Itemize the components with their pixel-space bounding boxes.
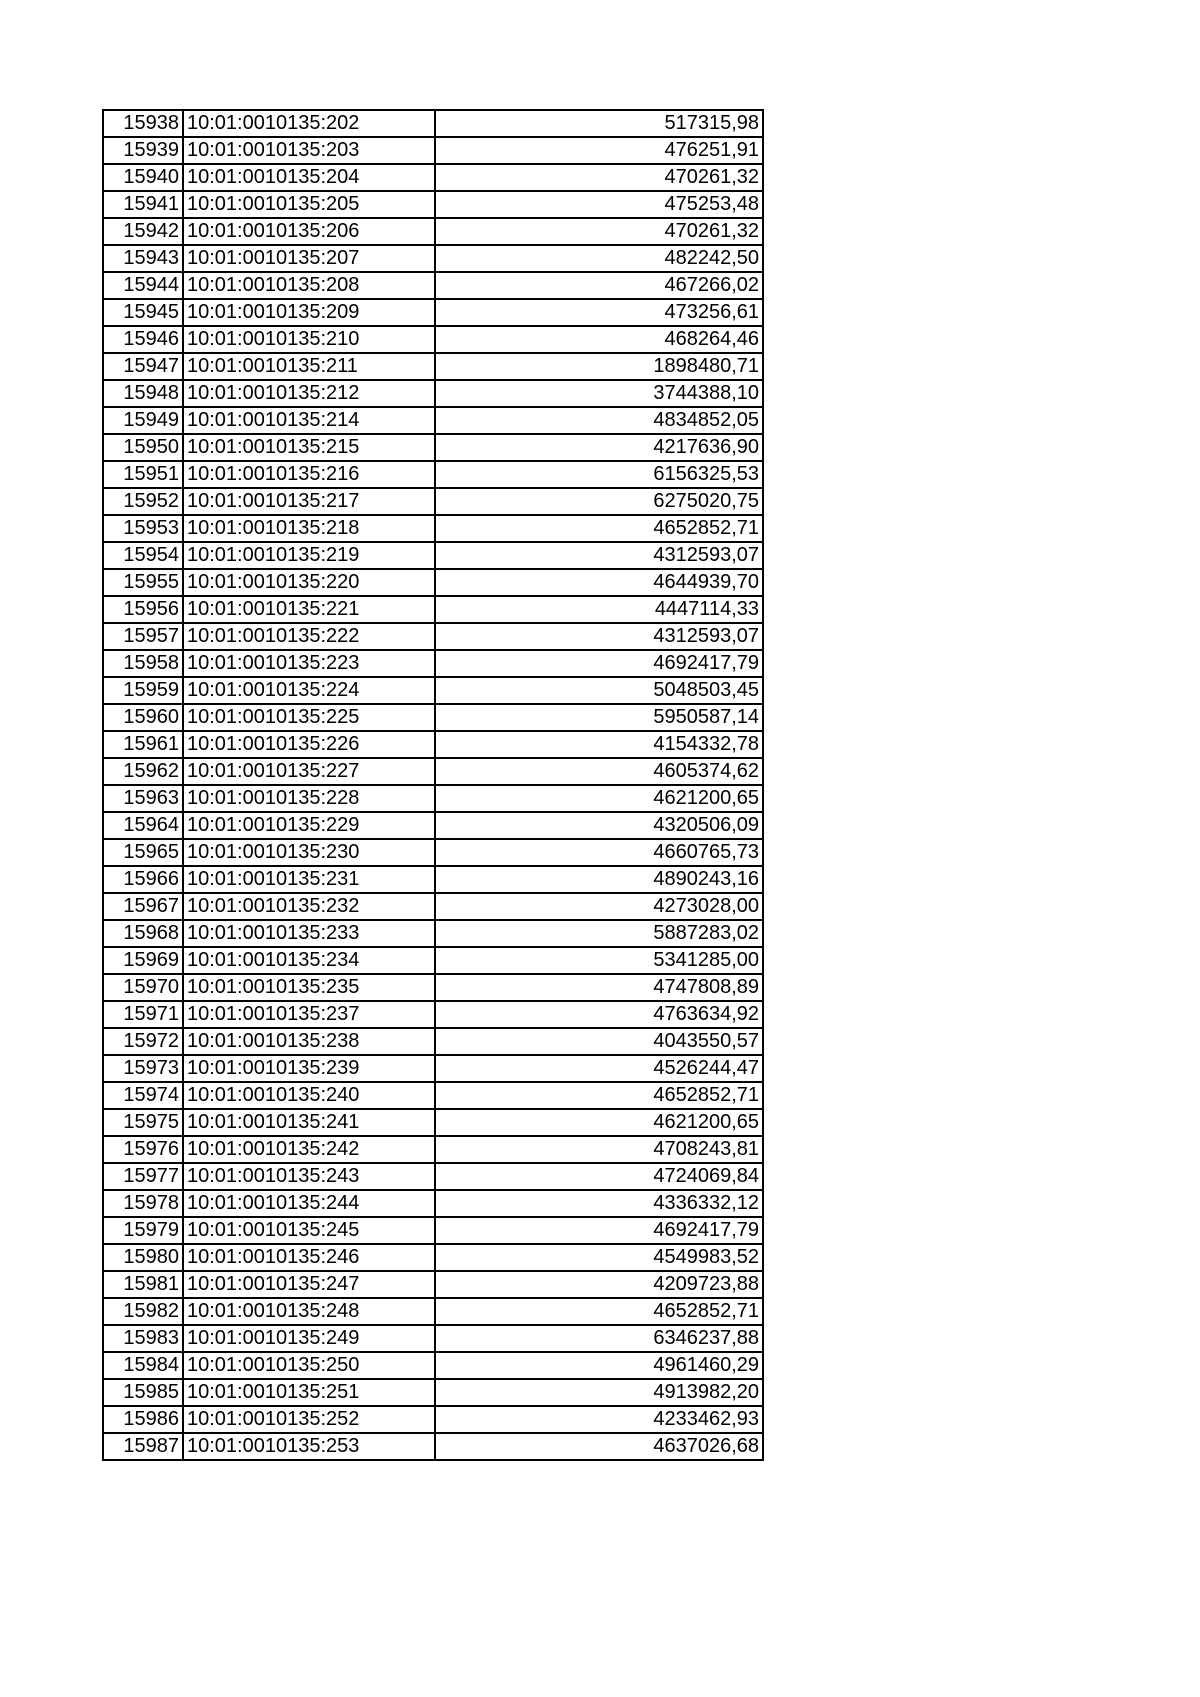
table-row xyxy=(103,1136,763,1163)
cadastral-number-cell: 10:01:0010135:228 xyxy=(183,785,435,812)
cadastral-number-cell: 10:01:0010135:231 xyxy=(183,866,435,893)
row-number-cell: 15955 xyxy=(103,569,183,596)
row-number-cell: 15978 xyxy=(103,1190,183,1217)
table-row xyxy=(103,407,763,434)
value-cell: 5341285,00 xyxy=(435,947,763,974)
value-cell: 4708243,81 xyxy=(435,1136,763,1163)
table-body xyxy=(103,110,763,1460)
table-row xyxy=(103,569,763,596)
table-row xyxy=(103,947,763,974)
row-number-cell: 15960 xyxy=(103,704,183,731)
row-number-cell: 15942 xyxy=(103,218,183,245)
cadastral-number-cell: 10:01:0010135:248 xyxy=(183,1298,435,1325)
data-table xyxy=(102,109,764,1461)
cadastral-number-cell: 10:01:0010135:237 xyxy=(183,1001,435,1028)
value-cell: 476251,91 xyxy=(435,137,763,164)
row-number-cell: 15959 xyxy=(103,677,183,704)
table-row xyxy=(103,110,763,137)
cadastral-number-cell: 10:01:0010135:244 xyxy=(183,1190,435,1217)
value-cell: 4549983,52 xyxy=(435,1244,763,1271)
table-row xyxy=(103,1271,763,1298)
value-cell: 482242,50 xyxy=(435,245,763,272)
cadastral-number-cell: 10:01:0010135:212 xyxy=(183,380,435,407)
value-cell: 4621200,65 xyxy=(435,1109,763,1136)
cadastral-number-cell: 10:01:0010135:219 xyxy=(183,542,435,569)
table-row xyxy=(103,542,763,569)
row-number-cell: 15941 xyxy=(103,191,183,218)
table-row xyxy=(103,164,763,191)
row-number-cell: 15961 xyxy=(103,731,183,758)
value-cell: 4209723,88 xyxy=(435,1271,763,1298)
value-cell: 5887283,02 xyxy=(435,920,763,947)
cadastral-number-cell: 10:01:0010135:205 xyxy=(183,191,435,218)
row-number-cell: 15951 xyxy=(103,461,183,488)
row-number-cell: 15972 xyxy=(103,1028,183,1055)
cadastral-number-cell: 10:01:0010135:220 xyxy=(183,569,435,596)
table-row xyxy=(103,218,763,245)
table-row xyxy=(103,1352,763,1379)
value-cell: 4526244,47 xyxy=(435,1055,763,1082)
value-cell: 4652852,71 xyxy=(435,1082,763,1109)
row-number-cell: 15952 xyxy=(103,488,183,515)
cadastral-number-cell: 10:01:0010135:204 xyxy=(183,164,435,191)
value-cell: 517315,98 xyxy=(435,110,763,137)
value-cell: 4312593,07 xyxy=(435,542,763,569)
row-number-cell: 15939 xyxy=(103,137,183,164)
cadastral-number-cell: 10:01:0010135:202 xyxy=(183,110,435,137)
cadastral-number-cell: 10:01:0010135:235 xyxy=(183,974,435,1001)
cadastral-number-cell: 10:01:0010135:233 xyxy=(183,920,435,947)
row-number-cell: 15938 xyxy=(103,110,183,137)
table-row xyxy=(103,1406,763,1433)
row-number-cell: 15987 xyxy=(103,1433,183,1460)
row-number-cell: 15940 xyxy=(103,164,183,191)
cadastral-number-cell: 10:01:0010135:203 xyxy=(183,137,435,164)
cadastral-number-cell: 10:01:0010135:230 xyxy=(183,839,435,866)
row-number-cell: 15947 xyxy=(103,353,183,380)
row-number-cell: 15948 xyxy=(103,380,183,407)
row-number-cell: 15946 xyxy=(103,326,183,353)
row-number-cell: 15957 xyxy=(103,623,183,650)
table-row xyxy=(103,623,763,650)
row-number-cell: 15984 xyxy=(103,1352,183,1379)
row-number-cell: 15953 xyxy=(103,515,183,542)
row-number-cell: 15971 xyxy=(103,1001,183,1028)
table-row xyxy=(103,515,763,542)
value-cell: 4043550,57 xyxy=(435,1028,763,1055)
cadastral-number-cell: 10:01:0010135:207 xyxy=(183,245,435,272)
table-row xyxy=(103,974,763,1001)
value-cell: 4273028,00 xyxy=(435,893,763,920)
value-cell: 4692417,79 xyxy=(435,1217,763,1244)
table-row xyxy=(103,812,763,839)
cadastral-number-cell: 10:01:0010135:253 xyxy=(183,1433,435,1460)
value-cell: 4890243,16 xyxy=(435,866,763,893)
table-row xyxy=(103,1190,763,1217)
value-cell: 4605374,62 xyxy=(435,758,763,785)
value-cell: 4154332,78 xyxy=(435,731,763,758)
value-cell: 4447114,33 xyxy=(435,596,763,623)
cadastral-number-cell: 10:01:0010135:252 xyxy=(183,1406,435,1433)
cadastral-number-cell: 10:01:0010135:214 xyxy=(183,407,435,434)
row-number-cell: 15983 xyxy=(103,1325,183,1352)
row-number-cell: 15950 xyxy=(103,434,183,461)
value-cell: 4692417,79 xyxy=(435,650,763,677)
table-row xyxy=(103,488,763,515)
row-number-cell: 15967 xyxy=(103,893,183,920)
row-number-cell: 15964 xyxy=(103,812,183,839)
cadastral-number-cell: 10:01:0010135:229 xyxy=(183,812,435,839)
cadastral-number-cell: 10:01:0010135:224 xyxy=(183,677,435,704)
value-cell: 4724069,84 xyxy=(435,1163,763,1190)
table-row xyxy=(103,596,763,623)
table-row xyxy=(103,191,763,218)
table-row xyxy=(103,245,763,272)
value-cell: 1898480,71 xyxy=(435,353,763,380)
row-number-cell: 15966 xyxy=(103,866,183,893)
row-number-cell: 15975 xyxy=(103,1109,183,1136)
table-row xyxy=(103,1325,763,1352)
table-row xyxy=(103,677,763,704)
table-row xyxy=(103,1379,763,1406)
row-number-cell: 15958 xyxy=(103,650,183,677)
row-number-cell: 15986 xyxy=(103,1406,183,1433)
table-row xyxy=(103,893,763,920)
cadastral-number-cell: 10:01:0010135:218 xyxy=(183,515,435,542)
table-row xyxy=(103,866,763,893)
row-number-cell: 15963 xyxy=(103,785,183,812)
value-cell: 4233462,93 xyxy=(435,1406,763,1433)
table-row xyxy=(103,1217,763,1244)
value-cell: 5048503,45 xyxy=(435,677,763,704)
table-row xyxy=(103,1055,763,1082)
cadastral-number-cell: 10:01:0010135:227 xyxy=(183,758,435,785)
row-number-cell: 15943 xyxy=(103,245,183,272)
row-number-cell: 15954 xyxy=(103,542,183,569)
cadastral-number-cell: 10:01:0010135:216 xyxy=(183,461,435,488)
table-row xyxy=(103,650,763,677)
cadastral-number-cell: 10:01:0010135:240 xyxy=(183,1082,435,1109)
cadastral-number-cell: 10:01:0010135:247 xyxy=(183,1271,435,1298)
table-row xyxy=(103,1082,763,1109)
value-cell: 4312593,07 xyxy=(435,623,763,650)
table-row xyxy=(103,839,763,866)
value-cell: 5950587,14 xyxy=(435,704,763,731)
value-cell: 4660765,73 xyxy=(435,839,763,866)
row-number-cell: 15945 xyxy=(103,299,183,326)
row-number-cell: 15944 xyxy=(103,272,183,299)
value-cell: 4217636,90 xyxy=(435,434,763,461)
row-number-cell: 15973 xyxy=(103,1055,183,1082)
value-cell: 4652852,71 xyxy=(435,515,763,542)
row-number-cell: 15968 xyxy=(103,920,183,947)
table-row xyxy=(103,704,763,731)
value-cell: 6156325,53 xyxy=(435,461,763,488)
row-number-cell: 15962 xyxy=(103,758,183,785)
table-row xyxy=(103,137,763,164)
value-cell: 473256,61 xyxy=(435,299,763,326)
value-cell: 4747808,89 xyxy=(435,974,763,1001)
value-cell: 467266,02 xyxy=(435,272,763,299)
cadastral-number-cell: 10:01:0010135:221 xyxy=(183,596,435,623)
cadastral-number-cell: 10:01:0010135:250 xyxy=(183,1352,435,1379)
value-cell: 475253,48 xyxy=(435,191,763,218)
cadastral-number-cell: 10:01:0010135:239 xyxy=(183,1055,435,1082)
value-cell: 4320506,09 xyxy=(435,812,763,839)
cadastral-number-cell: 10:01:0010135:226 xyxy=(183,731,435,758)
row-number-cell: 15976 xyxy=(103,1136,183,1163)
table-row xyxy=(103,1109,763,1136)
value-cell: 3744388,10 xyxy=(435,380,763,407)
table-row xyxy=(103,1163,763,1190)
value-cell: 468264,46 xyxy=(435,326,763,353)
value-cell: 4834852,05 xyxy=(435,407,763,434)
table-row xyxy=(103,434,763,461)
row-number-cell: 15981 xyxy=(103,1271,183,1298)
value-cell: 4644939,70 xyxy=(435,569,763,596)
row-number-cell: 15980 xyxy=(103,1244,183,1271)
cadastral-number-cell: 10:01:0010135:243 xyxy=(183,1163,435,1190)
table-row xyxy=(103,353,763,380)
value-cell: 4652852,71 xyxy=(435,1298,763,1325)
cadastral-number-cell: 10:01:0010135:210 xyxy=(183,326,435,353)
value-cell: 470261,32 xyxy=(435,164,763,191)
cadastral-number-cell: 10:01:0010135:242 xyxy=(183,1136,435,1163)
value-cell: 4621200,65 xyxy=(435,785,763,812)
table-row xyxy=(103,785,763,812)
row-number-cell: 15970 xyxy=(103,974,183,1001)
value-cell: 4637026,68 xyxy=(435,1433,763,1460)
row-number-cell: 15979 xyxy=(103,1217,183,1244)
table-row xyxy=(103,1433,763,1460)
cadastral-number-cell: 10:01:0010135:238 xyxy=(183,1028,435,1055)
table-row xyxy=(103,299,763,326)
table-row xyxy=(103,1244,763,1271)
value-cell: 4913982,20 xyxy=(435,1379,763,1406)
value-cell: 4336332,12 xyxy=(435,1190,763,1217)
table-row xyxy=(103,731,763,758)
value-cell: 6346237,88 xyxy=(435,1325,763,1352)
cadastral-number-cell: 10:01:0010135:211 xyxy=(183,353,435,380)
table-row xyxy=(103,461,763,488)
row-number-cell: 15949 xyxy=(103,407,183,434)
table-row xyxy=(103,1001,763,1028)
cadastral-number-cell: 10:01:0010135:208 xyxy=(183,272,435,299)
cadastral-number-cell: 10:01:0010135:209 xyxy=(183,299,435,326)
cadastral-number-cell: 10:01:0010135:225 xyxy=(183,704,435,731)
row-number-cell: 15977 xyxy=(103,1163,183,1190)
cadastral-number-cell: 10:01:0010135:222 xyxy=(183,623,435,650)
cadastral-number-cell: 10:01:0010135:246 xyxy=(183,1244,435,1271)
table-row xyxy=(103,272,763,299)
row-number-cell: 15985 xyxy=(103,1379,183,1406)
row-number-cell: 15956 xyxy=(103,596,183,623)
table-row xyxy=(103,758,763,785)
value-cell: 4763634,92 xyxy=(435,1001,763,1028)
cadastral-number-cell: 10:01:0010135:217 xyxy=(183,488,435,515)
row-number-cell: 15982 xyxy=(103,1298,183,1325)
cadastral-number-cell: 10:01:0010135:241 xyxy=(183,1109,435,1136)
cadastral-number-cell: 10:01:0010135:232 xyxy=(183,893,435,920)
cadastral-number-cell: 10:01:0010135:206 xyxy=(183,218,435,245)
value-cell: 4961460,29 xyxy=(435,1352,763,1379)
table-row xyxy=(103,380,763,407)
row-number-cell: 15974 xyxy=(103,1082,183,1109)
value-cell: 6275020,75 xyxy=(435,488,763,515)
cadastral-number-cell: 10:01:0010135:223 xyxy=(183,650,435,677)
table-row xyxy=(103,326,763,353)
cadastral-number-cell: 10:01:0010135:249 xyxy=(183,1325,435,1352)
row-number-cell: 15969 xyxy=(103,947,183,974)
table-row xyxy=(103,1298,763,1325)
table-row xyxy=(103,1028,763,1055)
row-number-cell: 15965 xyxy=(103,839,183,866)
cadastral-number-cell: 10:01:0010135:251 xyxy=(183,1379,435,1406)
table-row xyxy=(103,920,763,947)
cadastral-number-cell: 10:01:0010135:234 xyxy=(183,947,435,974)
cadastral-number-cell: 10:01:0010135:245 xyxy=(183,1217,435,1244)
value-cell: 470261,32 xyxy=(435,218,763,245)
cadastral-number-cell: 10:01:0010135:215 xyxy=(183,434,435,461)
